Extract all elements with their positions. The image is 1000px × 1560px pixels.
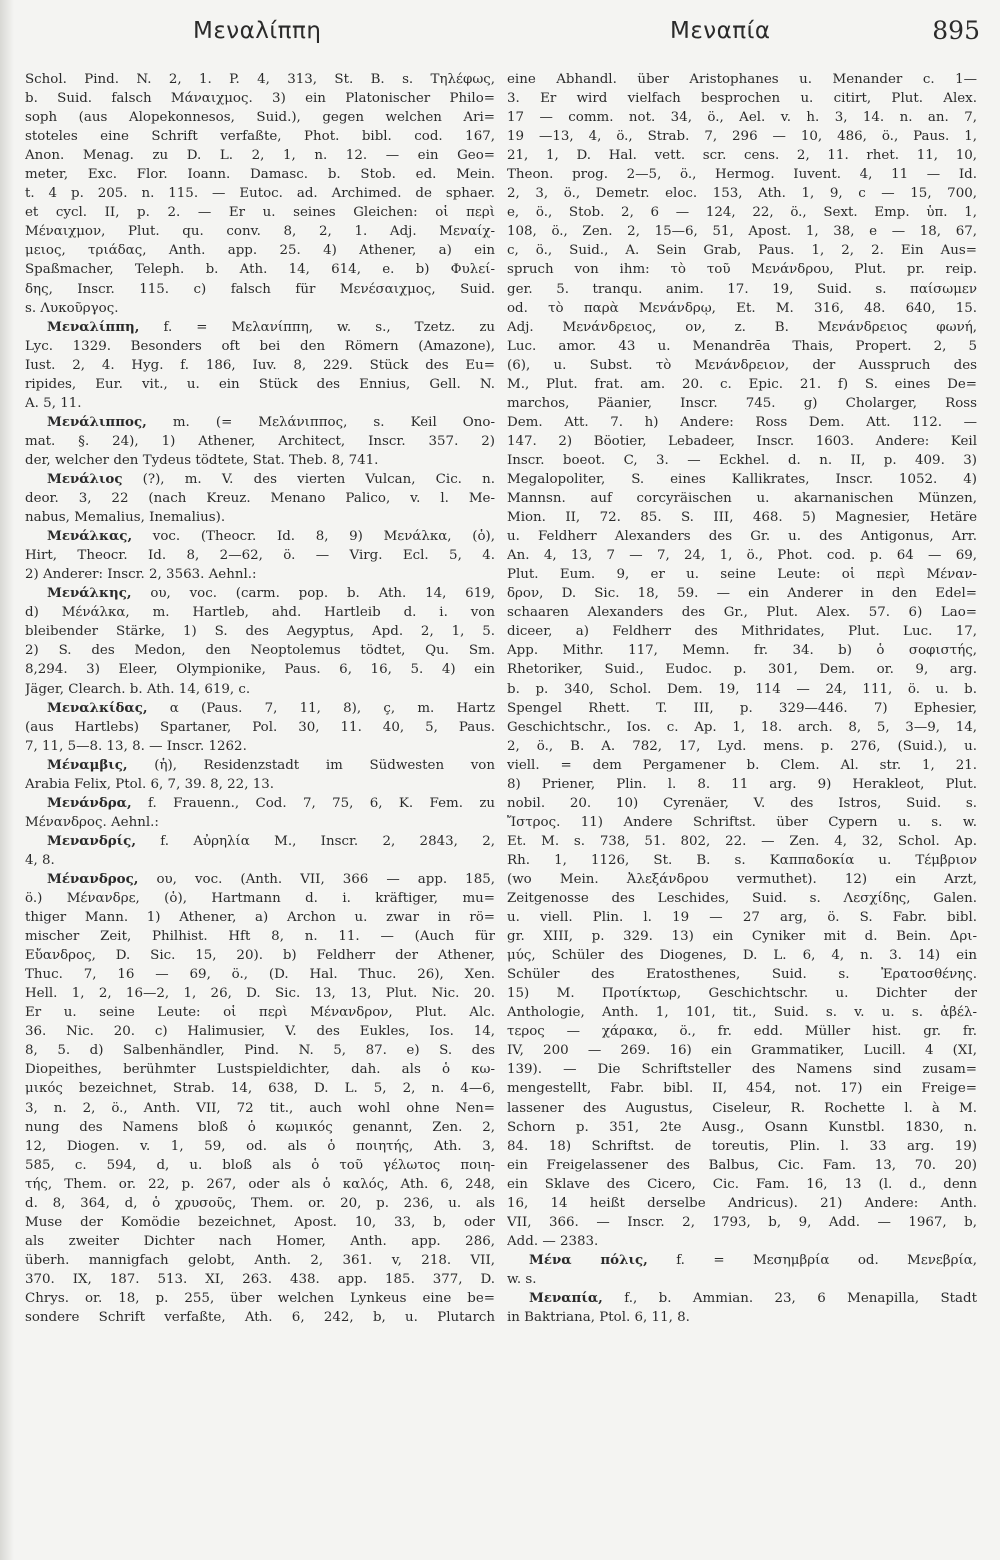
- line-text: f. = Μεσημβρία od. Μενεβρία,: [647, 1252, 977, 1268]
- line-text: Iust. 2, 4. Hyg. f. 186, Iuv. 8, 229. Stück des Eu=: [25, 357, 495, 373]
- text-line: [507, 603, 977, 622]
- line-text: der, welcher den Tydeus tödtete, Stat. Theb. 8, 741.: [25, 452, 379, 468]
- text-line: [25, 1251, 495, 1270]
- text-line: [25, 927, 495, 946]
- line-text: ein Sklave des Cicero, Cic. Fam. 16, 13 (l. d., denn: [507, 1176, 977, 1192]
- text-line: [507, 1022, 977, 1041]
- text-line: [507, 889, 977, 908]
- text-line: [507, 222, 977, 241]
- line-text: Geschichtschr., Ios. c. Ap. 1, 18. arch. 8, 5, 3—9, 14,: [507, 719, 977, 735]
- headword: Μεναπία,: [529, 1290, 603, 1306]
- text-line: [507, 851, 977, 870]
- text-line: [507, 1079, 977, 1098]
- line-text: nabus, Memalius, Inemalius).: [25, 510, 226, 526]
- text-line: [507, 108, 977, 127]
- line-text: d. 8, 364, d, ὁ χρυσοῦς, Them. or. 20, p. 236, u. als: [25, 1195, 495, 1211]
- text-line: [25, 641, 495, 660]
- text-line: [25, 660, 495, 679]
- line-text: c, ö., Suid., A. Sein Grab, Paus. 1, 2, 2. Ein Aus=: [507, 243, 977, 259]
- line-text: Schorn p. 351, 2te Ausg., Osann Kunstbl. 1830, n.: [507, 1119, 977, 1135]
- entry-first-line: [25, 756, 495, 775]
- line-text: marchos, Päanier, Inscr. 745. g) Cholarger, Ross: [507, 395, 977, 411]
- line-text: A. 5, 11.: [25, 395, 82, 411]
- line-text: ripides, Eur. vit., u. ein Stück des Ennius, Gell. N.: [25, 376, 495, 392]
- line-text: μειος, τριάδας, Anth. app. 25. 4) Athener, a) ein: [25, 243, 495, 259]
- line-text: Anthologie, Anth. 1, 101, tit., Suid. s. v. u. s. ἀβέλ-: [507, 1005, 977, 1021]
- text-line: [507, 908, 977, 927]
- line-text: schaaren Alexanders des Gr., Plut. Alex. 57. 6) Lao=: [507, 605, 977, 621]
- line-text: 7, 11, 5—8. 13, 8. — Inscr. 1262.: [25, 738, 247, 754]
- text-line: [25, 165, 495, 184]
- text-line: [25, 89, 495, 108]
- line-text: 84. 18) Schriftst. de toreutis, Plin. l. 33 arg. 19): [507, 1138, 977, 1154]
- text-line: [25, 1137, 495, 1156]
- headword: Μενάνδρα,: [47, 794, 132, 811]
- text-line: [25, 775, 495, 794]
- entry-first-line: [25, 870, 495, 889]
- line-text: diceer, a) Feldherr des Mithridates, Plut. Luc. 17,: [507, 624, 977, 640]
- text-line: [507, 737, 977, 756]
- line-text: Thuc. 7, 16 — 69, ö., (D. Hal. Thuc. 26), Xen.: [25, 967, 495, 983]
- line-text: 3, n. 2, ö., Anth. VII, 72 tit., auch wohl ohne Nen=: [25, 1100, 495, 1116]
- line-text: w. s.: [507, 1271, 537, 1287]
- text-line: [25, 241, 495, 260]
- entry-first-line: [507, 1289, 977, 1308]
- text-line: [25, 546, 495, 565]
- line-text: 15) M. Προτίκτωρ, Geschichtschr. u. Dichter der: [507, 986, 977, 1002]
- line-text: 2, ö., B. A. 782, 17, Lyd. mens. p. 276, (Suid.), u.: [507, 738, 977, 754]
- text-line: [507, 718, 977, 737]
- line-text: Μένανδρος. Aehnl.:: [25, 814, 159, 830]
- line-text: u. viell. Plin. l. 19 — 27 arg, ö. S. Fabr. bibl.: [507, 910, 977, 926]
- text-line: [507, 165, 977, 184]
- line-text: meter, Exc. Flor. Ioann. Damasc. b. Stob. ed. Mein.: [25, 167, 495, 183]
- line-text: ger. 5. tranqu. anim. 17. 19, Suid. s. παίσωμεν: [507, 281, 977, 297]
- text-line: [507, 1003, 977, 1022]
- text-line: [25, 127, 495, 146]
- right-column: [507, 70, 977, 1327]
- line-text: b. Suid. falsch Μάναιχμος. 3) ein Platonischer Philo=: [25, 91, 495, 107]
- line-text: m. (= Μελάνιππος, s. Keil Ono-: [146, 414, 495, 430]
- page-edge-shadow: [0, 0, 14, 1560]
- line-text: Chrys. or. 18, p. 255, über welchen Lynkeus eine be=: [25, 1291, 495, 1306]
- text-line: [25, 737, 495, 756]
- text-line: [25, 108, 495, 127]
- line-text: VII, 366. — Inscr. 2, 1793, b, 9, Add. — 1967, b,: [507, 1214, 977, 1230]
- text-line: [25, 1270, 495, 1289]
- text-line: [507, 70, 977, 89]
- text-line: [507, 337, 977, 356]
- line-text: 8,294. 3) Eleer, Olympionike, Paus. 6, 16, 5. 4) ein: [25, 662, 495, 678]
- line-text: thiger Mann. 1) Athener, a) Archon u. zwar in rö=: [25, 910, 495, 926]
- line-text: b. p. 340, Schol. Dem. 19, 114 — 24, 111, ö. u. b.: [507, 681, 977, 697]
- line-text: 3. Er wird vielfach besprochen u. citirt, Plut. Alex.: [507, 91, 977, 107]
- line-text: Schol. Pind. N. 2, 1. P. 4, 313, St. B. s. Τηλέφως,: [25, 72, 495, 87]
- text-line: [507, 508, 977, 527]
- line-text: d) Μένάλκα, m. Hartleb, ahd. Hartleib d. i. von: [25, 605, 495, 621]
- line-text: stoteles eine Schrift verfaßte, Phot. bibl. cod. 167,: [25, 129, 495, 145]
- text-line: [507, 394, 977, 413]
- line-text: bleibender Stärke, 1) S. des Aegyptus, Apd. 2, 1, 5.: [25, 624, 495, 640]
- line-text: 16, 14 heißt derselbe Andricus). 21) Andere: Anth.: [507, 1195, 977, 1211]
- text-line: [507, 489, 977, 508]
- text-line: [507, 699, 977, 718]
- headword: Μέναμβις,: [47, 756, 128, 773]
- line-text: Spaßmacher, Teleph. b. Ath. 14, 614, e. b) Φυλεί-: [25, 262, 495, 278]
- text-line: [25, 394, 495, 413]
- line-text: mischer Zeit, Philhist. Hft 8, n. 11. — (Auch für: [25, 929, 495, 945]
- text-line: [507, 1232, 977, 1251]
- text-line: [25, 70, 495, 89]
- entry-first-line: [25, 527, 495, 546]
- line-text: Inscr. boeot. C, 3. — Eckhel. d. n. II, p. 409. 3): [507, 452, 977, 468]
- text-line: [25, 813, 495, 832]
- headword: Μενάλιος: [47, 470, 123, 487]
- text-line: [25, 184, 495, 203]
- line-text: δρον, D. Sic. 18, 59. — ein Anderer in den Edel=: [507, 586, 977, 602]
- line-text: Jäger, Clearch. b. Ath. 14, 619, c.: [25, 681, 251, 697]
- text-line: [507, 622, 977, 641]
- line-text: Zeitgenosse des Leschides, Suid. s. Λεσχίδης, Galen.: [507, 891, 977, 907]
- text-line: [25, 222, 495, 241]
- line-text: 4, 8.: [25, 852, 55, 868]
- line-text: Εὔανδρος, D. Sic. 15, 20). b) Feldherr der Athener,: [25, 948, 495, 964]
- line-text: μικός bezeichnet, Strab. 14, 638, D. L. 5, 2, n. 4—6,: [25, 1081, 495, 1097]
- text-line: [507, 813, 977, 832]
- line-text: IV, 200 — 269. 16) ein Grammatiker, Lucill. 4 (XI,: [507, 1043, 977, 1059]
- text-line: [507, 1041, 977, 1060]
- text-line: [25, 508, 495, 527]
- text-line: [507, 946, 977, 965]
- line-text: Diopeithes, berühmter Lustspieldichter, dah. als ὁ κω-: [25, 1062, 495, 1078]
- text-line: [25, 965, 495, 984]
- line-text: μύς, Schüler des Diogenes, D. L. 6, 4, n. 3. 14) ein: [507, 948, 977, 964]
- line-text: Adj. Μενάνδρειος, ον, z. B. Μενάνδρειος φωνή,: [507, 319, 977, 335]
- line-text: Hirt, Theocr. Id. 8, 2—62, ö. — Virg. Ecl. 5, 4.: [25, 548, 495, 564]
- text-line: [25, 889, 495, 908]
- line-text: An. 4, 13, 7 — 7, 24, 1, ö., Phot. cod. p. 64 — 69,: [507, 548, 977, 564]
- text-line: [25, 203, 495, 222]
- entry-first-line: [25, 794, 495, 813]
- line-text: Luc. amor. 43 u. Menandrēa Thais, Propert. 2, 5: [507, 338, 977, 354]
- text-line: [25, 1118, 495, 1137]
- text-line: [507, 146, 977, 165]
- line-text: (wo Mein. Ἀλεξάνδρου vermuthet). 12) ein Arzt,: [507, 871, 977, 887]
- text-line: [507, 680, 977, 699]
- text-line: [507, 413, 977, 432]
- line-text: Spengel Rhett. T. III, p. 329—446. 7) Ephesier,: [507, 700, 977, 716]
- text-line: [507, 660, 977, 679]
- text-line: [507, 1308, 977, 1327]
- line-text: Rh. 1, 1126, St. B. s. Καππαδοκία u. Τέμβριον: [507, 852, 977, 868]
- line-text: od. τὸ παρὰ Μενάνδρῳ, Et. M. 316, 48. 640, 15.: [507, 300, 977, 316]
- line-text: ö.) Μένανδρε, (ὁ), Hartmann d. i. kräftiger, mu=: [25, 891, 495, 907]
- line-text: α (Paus. 7, 11, 8), ç, m. Hartz: [147, 700, 495, 716]
- line-text: 12, Diogen. v. 1, 59, od. als ὁ ποιητής, Ath. 3,: [25, 1138, 495, 1154]
- text-line: [25, 1003, 495, 1022]
- line-text: Mannsn. auf corcyräischen u. akarnanischen Münzen,: [507, 491, 977, 507]
- text-line: [507, 451, 977, 470]
- line-text: 2) Anderer: Inscr. 2, 3563. Aehnl.:: [25, 567, 257, 583]
- line-text: 139). — Die Schriftsteller des Namens sind zusam=: [507, 1062, 977, 1078]
- text-line: [25, 356, 495, 375]
- text-line: [507, 756, 977, 775]
- line-text: (?), m. V. des vierten Vulcan, Cic. n.: [122, 471, 495, 487]
- line-text: ου, voc. (carm. pop. b. Ath. 14, 619,: [131, 586, 495, 602]
- text-line: [25, 1289, 495, 1308]
- line-text: lassener des Augustus, Ciseleur, R. Rochette l. à M.: [507, 1100, 977, 1116]
- line-text: Muse der Komödie bezeichnet, Apost. 10, 33, b, oder: [25, 1214, 495, 1230]
- line-text: deor. 3, 22 (nach Kreuz. Menano Palico, v. l. Me-: [25, 491, 495, 507]
- entry-first-line: [25, 318, 495, 337]
- text-line: [25, 1194, 495, 1213]
- headword: Μεναλίππη,: [47, 318, 140, 335]
- line-text: (aus Hartlebs) Spartaner, Pol. 30, 11. 40, 5, Paus.: [25, 719, 495, 735]
- line-text: s. Λυκοῦργος.: [25, 300, 119, 316]
- line-text: 2) S. des Medon, den Neoptolemus tödtet, Qu. Sm.: [25, 643, 495, 659]
- line-text: mengestellt, Fabr. bibl. II, 454, not. 17) ein Freige=: [507, 1081, 977, 1097]
- text-line: [25, 432, 495, 451]
- text-line: [507, 1099, 977, 1118]
- line-text: Schüler des Eratosthenes, Suid. s. Ἐρατοσθένης.: [507, 967, 977, 983]
- line-text: App. Mithr. 117, Memn. fr. 34. b) ὁ σοφιστής,: [507, 643, 977, 659]
- text-line: [25, 1041, 495, 1060]
- line-text: τερος — χάρακα, ö., fr. edd. Müller hist. gr. fr.: [507, 1024, 977, 1040]
- line-text: Add. — 2383.: [507, 1233, 599, 1249]
- entry-first-line: [25, 699, 495, 718]
- text-line: [25, 299, 495, 318]
- text-line: [507, 127, 977, 146]
- text-line: [25, 1022, 495, 1041]
- line-text: mat. §. 24), 1) Athener, Architect, Inscr. 357. 2): [25, 433, 495, 449]
- line-text: 21, 1, D. Hal. vett. scr. cens. 2, 11. rhet. 11, 10,: [507, 148, 977, 164]
- text-line: [507, 241, 977, 260]
- text-line: [507, 584, 977, 603]
- line-text: τής, Them. or. 22, p. 267, oder als ὁ καλός, Ath. 6, 248,: [25, 1176, 495, 1192]
- text-line: [507, 299, 977, 318]
- line-text: sondere Schrift verfaßte, Ath. 6, 242, b, u. Plutarch: [25, 1310, 495, 1326]
- line-text: 36. Nic. 20. c) Halimusier, V. des Eukles, Ios. 14,: [25, 1024, 495, 1040]
- text-line: [25, 451, 495, 470]
- headword: Μενάλκας,: [47, 528, 133, 545]
- text-line: [25, 1079, 495, 1098]
- line-text: ου, voc. (Anth. VII, 366 — app. 185,: [138, 871, 495, 887]
- line-text: 147. 2) Böotier, Lebadeer, Inscr. 1603. Andere: Keil: [507, 433, 977, 449]
- text-line: [507, 1175, 977, 1194]
- line-text: Lyc. 1329. Besonders oft bei den Römern (Amazone),: [25, 338, 495, 354]
- headword: Μενανδρίς,: [47, 832, 136, 849]
- line-text: soph (aus Alopekonnesos, Suid.), gegen welchen Ari=: [25, 110, 495, 126]
- text-line: [507, 832, 977, 851]
- text-line: [25, 718, 495, 737]
- line-text: f. Frauenn., Cod. 7, 75, 6, K. Fem. zu: [131, 795, 495, 811]
- text-line: [507, 565, 977, 584]
- line-text: voc. (Theocr. Id. 8, 9) Μενάλκα, (ὁ),: [132, 529, 495, 545]
- text-line: [507, 965, 977, 984]
- line-text: Er u. seine Leute: οἱ περὶ Μένανδρον, Plut. Alc.: [25, 1005, 495, 1021]
- line-text: Et. M. s. 738, 51. 802, 22. — Zen. 4, 32, Schol. Ap.: [507, 833, 977, 849]
- line-text: f. = Μελανίππη, w. s., Tzetz. zu: [139, 319, 495, 335]
- entry-first-line: [25, 470, 495, 489]
- text-line: [507, 527, 977, 546]
- line-text: 585, c. 594, d, u. bloß als ὁ τοῦ γέλωτος ποιη-: [25, 1157, 495, 1173]
- line-text: (6), u. Subst. τὸ Μενάνδρειον, der Ausspruch des: [507, 357, 977, 373]
- text-line: [507, 641, 977, 660]
- headword: Μένα πόλις,: [529, 1251, 648, 1268]
- line-text: Theon. prog. 2—5, ö., Hermog. Iuvent. 4, 11 — Id.: [507, 167, 977, 183]
- text-line: [507, 1060, 977, 1079]
- entry-first-line: [25, 832, 495, 851]
- text-line: [507, 1156, 977, 1175]
- text-line: [507, 318, 977, 337]
- line-text: Rhetoriker, Suid., Eudoc. p. 301, Dem. or. 9, arg.: [507, 662, 977, 678]
- text-line: [507, 775, 977, 794]
- line-text: 8, 5. d) Salbenhändler, Pind. N. 5, 87. e) S. des: [25, 1043, 495, 1059]
- headword: Μενάλκης,: [47, 585, 132, 602]
- line-text: Μέναιχμον, Plut. qu. conv. 8, 2, 1. Adj. Μεναίχ-: [25, 224, 495, 240]
- text-line: [507, 184, 977, 203]
- text-line: [25, 680, 495, 699]
- headword: Μεναλκίδας,: [47, 699, 148, 716]
- line-text: f. Αὐρηλία Μ., Inscr. 2, 2843, 2,: [135, 833, 495, 849]
- line-text: t. 4 p. 205. n. 115. — Eutoc. ad. Archimed. de sphaer.: [25, 186, 495, 202]
- line-text: überh. mannigfach gelobt, Anth. 2, 361. v, 218. VII,: [25, 1252, 495, 1268]
- text-line: [25, 565, 495, 584]
- entry-first-line: [25, 413, 495, 432]
- text-line: [507, 280, 977, 299]
- text-line: [507, 375, 977, 394]
- line-text: Hell. 1, 2, 16—2, 1, 26, D. Sic. 13, 13, Plut. Nic. 20.: [25, 986, 495, 1002]
- line-text: viell. = dem Pergamener b. Clem. Al. str. 1, 21.: [507, 757, 977, 773]
- text-line: [507, 1270, 977, 1289]
- text-line: [507, 794, 977, 813]
- entry-first-line: [25, 584, 495, 603]
- text-line: [25, 1175, 495, 1194]
- line-text: 370. IX, 187. 513. XI, 263. 438. app. 185. 377, D.: [25, 1271, 495, 1287]
- line-text: Dem. Att. 7. h) Andere: Ross Dem. Att. 112. —: [507, 414, 977, 430]
- text-line: [507, 356, 977, 375]
- page-number: 895: [932, 16, 980, 45]
- line-text: u. Feldherr Alexanders des Gr. u. des Antigonus, Arr.: [507, 529, 977, 545]
- text-line: [25, 1099, 495, 1118]
- text-line: [25, 851, 495, 870]
- text-line: [25, 946, 495, 965]
- text-line: [507, 432, 977, 451]
- page-header: [60, 14, 980, 54]
- text-line: [25, 1308, 495, 1327]
- text-line: [507, 1137, 977, 1156]
- text-line: [507, 260, 977, 279]
- text-line: [25, 1156, 495, 1175]
- line-text: f., b. Ammian. 23, 6 Menapilla, Stadt: [602, 1291, 977, 1306]
- text-line: [25, 603, 495, 622]
- text-line: [25, 622, 495, 641]
- line-text: nobil. 20. 10) Cyrenäer, V. des Istros, Suid. s.: [507, 795, 977, 811]
- header-left-guide-word: Μεναλίππη: [193, 18, 322, 44]
- headword: Μενάλιππος,: [47, 413, 147, 430]
- text-line: [25, 260, 495, 279]
- text-line: [25, 375, 495, 394]
- headword: Μένανδρος,: [47, 870, 139, 887]
- line-text: et cycl. II, p. 2. — Er u. seines Gleichen: οἱ περὶ: [25, 205, 495, 221]
- line-text: 8) Priener, Plin. l. 8. 11 arg. 9) Herakleot, Plut.: [507, 776, 977, 792]
- text-line: [507, 89, 977, 108]
- text-line: [507, 927, 977, 946]
- text-line: [507, 546, 977, 565]
- text-line: [25, 146, 495, 165]
- line-text: 108, ö., Zen. 2, 15—6, 51, Apost. 1, 38, e — 18, 67,: [507, 224, 977, 240]
- text-line: [507, 870, 977, 889]
- line-text: gr. XIII, p. 329. 13) ein Cyniker mit d. Bein. Δρι-: [507, 929, 977, 945]
- line-text: Plut. Eum. 9, er u. seine Leute: οἱ περὶ Μέναν-: [507, 567, 977, 583]
- line-text: eine Abhandl. über Aristophanes u. Menander c. 1—: [507, 72, 977, 87]
- line-text: ein Freigelassener des Balbus, Cic. Fam. 13, 70. 20): [507, 1157, 977, 1173]
- text-line: [25, 280, 495, 299]
- text-line: [507, 203, 977, 222]
- entry-first-line: [507, 1251, 977, 1270]
- line-text: Mion. II, 72. 85. S. III, 468. 5) Magnesier, Hetäre: [507, 510, 977, 526]
- line-text: nung des Namens bloß ὁ κωμικός genannt, Zen. 2,: [25, 1119, 495, 1135]
- line-text: in Baktriana, Ptol. 6, 11, 8.: [507, 1310, 690, 1326]
- line-text: δης, Inscr. 115. c) falsch für Μενέσαιχμος, Suid.: [25, 281, 495, 297]
- text-line: [25, 337, 495, 356]
- line-text: Anon. Menag. zu D. L. 2, 1, n. 12. — ein Geo=: [25, 148, 495, 164]
- line-text: Ἴστρος. 11) Andere Schriftst. über Cypern u. s. w.: [507, 814, 977, 830]
- text-line: [507, 1118, 977, 1137]
- line-text: (ἡ), Residenzstadt im Südwesten von: [127, 757, 495, 773]
- text-line: [25, 1213, 495, 1232]
- text-line: [25, 1060, 495, 1079]
- line-text: M., Plut. frat. am. 20. c. Epic. 21. f) S. eines De=: [507, 376, 977, 392]
- line-text: 17 — comm. not. 34, ö., Ael. v. h. 3, 14. n. an. 7,: [507, 110, 977, 126]
- line-text: spruch von ihm: τὸ τοῦ Μενάνδρου, Plut. pr. reip.: [507, 262, 977, 278]
- text-line: [507, 984, 977, 1003]
- header-right-guide-word: Μεναπία: [670, 18, 771, 44]
- line-text: als zweiter Dichter nach Homer, Anth. app. 286,: [25, 1233, 495, 1249]
- line-text: Megalopoliter, S. eines Kallikrates, Inscr. 1052. 4): [507, 471, 977, 487]
- line-text: 19 —13, 4, ö., Strab. 7, 296 — 10, 486, ö., Paus. 1,: [507, 129, 977, 145]
- text-line: [507, 1213, 977, 1232]
- text-line: [25, 908, 495, 927]
- text-line: [25, 984, 495, 1003]
- text-line: [507, 470, 977, 489]
- text-line: [25, 489, 495, 508]
- line-text: Arabia Felix, Ptol. 6, 7, 39. 8, 22, 13.: [25, 776, 275, 792]
- line-text: e, ö., Stob. 2, 6 — 124, 22, ö., Sext. Emp. ὑπ. 1,: [507, 205, 977, 221]
- left-column: [25, 70, 495, 1327]
- text-line: [25, 1232, 495, 1251]
- line-text: 2, 3, ö., Demetr. eloc. 153, Ath. 1, 9, c — 15, 700,: [507, 186, 977, 202]
- text-line: [507, 1194, 977, 1213]
